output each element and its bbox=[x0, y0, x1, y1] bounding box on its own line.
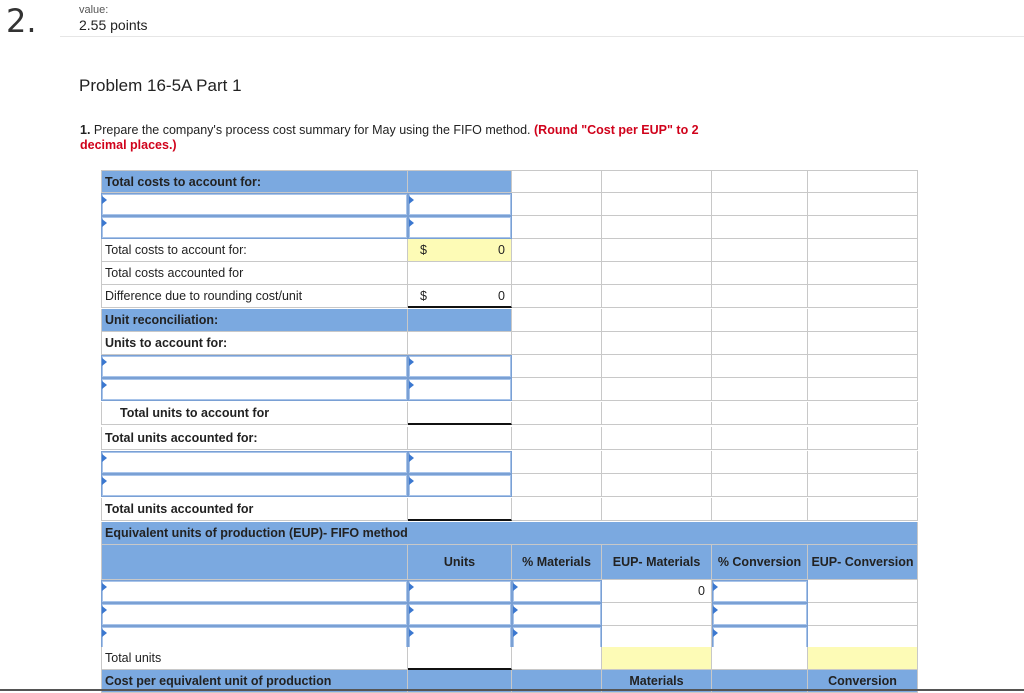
empty-cell bbox=[712, 309, 808, 332]
empty-cell bbox=[712, 402, 808, 425]
table-row bbox=[101, 647, 918, 670]
empty-cell bbox=[712, 427, 808, 450]
empty-cell bbox=[512, 332, 602, 355]
empty-cell bbox=[512, 216, 602, 239]
units-amount-input[interactable] bbox=[408, 355, 512, 378]
total-costs-accounted-label: Total costs accounted for bbox=[101, 262, 408, 285]
empty-cell bbox=[712, 451, 808, 474]
column-header-pct-conversion: % Conversion bbox=[712, 545, 808, 580]
header-cell bbox=[408, 170, 512, 193]
problem-title: Problem 16-5A Part 1 bbox=[79, 76, 242, 95]
empty-cell bbox=[512, 193, 602, 216]
eup-units-input[interactable] bbox=[408, 580, 512, 603]
cost-label-input[interactable] bbox=[101, 193, 408, 216]
empty-cell bbox=[602, 332, 712, 355]
empty-cell bbox=[512, 474, 602, 497]
units-accounted-amount-input[interactable] bbox=[408, 474, 512, 497]
empty-cell bbox=[808, 262, 918, 285]
total-eup-materials-cell bbox=[602, 647, 712, 670]
eup-label-input[interactable] bbox=[101, 580, 408, 603]
empty-cell bbox=[808, 474, 918, 497]
total-units-accounted-header: Total units accounted for: bbox=[101, 427, 408, 450]
empty-cell bbox=[712, 239, 808, 262]
table-row bbox=[101, 216, 918, 239]
header-cell bbox=[408, 309, 512, 332]
empty-cell bbox=[512, 262, 602, 285]
table-row bbox=[101, 498, 918, 521]
empty-cell bbox=[602, 193, 712, 216]
eup-header: Equivalent units of production (EUP)- FIFO method bbox=[101, 522, 918, 545]
units-accounted-amount-input[interactable] bbox=[408, 451, 512, 474]
total-costs-header: Total costs to account for: bbox=[101, 170, 408, 193]
question-number: 2. bbox=[6, 2, 37, 40]
empty-cell bbox=[712, 170, 808, 193]
empty-cell bbox=[808, 451, 918, 474]
table-row bbox=[101, 580, 918, 603]
eup-materials-cell bbox=[602, 626, 712, 649]
empty-cell bbox=[602, 170, 712, 193]
eup-materials-cell bbox=[602, 603, 712, 626]
empty-cell bbox=[808, 427, 918, 450]
cost-amount-input[interactable] bbox=[408, 216, 512, 239]
points-value: 2.55 points bbox=[79, 17, 148, 33]
total-eup-conversion-cell bbox=[808, 647, 918, 670]
empty-cell bbox=[602, 427, 712, 450]
eup-pct-materials-input[interactable] bbox=[512, 626, 602, 649]
dollar-sign: $ bbox=[420, 289, 427, 303]
empty-cell bbox=[808, 239, 918, 262]
empty-cell bbox=[808, 355, 918, 378]
column-header-pct-materials: % Materials bbox=[512, 545, 602, 580]
empty-cell bbox=[712, 498, 808, 521]
empty-cell bbox=[602, 355, 712, 378]
cost-label-input[interactable] bbox=[101, 216, 408, 239]
eup-conversion-cell bbox=[808, 603, 918, 626]
empty-cell bbox=[808, 170, 918, 193]
empty-cell bbox=[712, 285, 808, 308]
units-accounted-label-input[interactable] bbox=[101, 474, 408, 497]
table-row bbox=[101, 474, 918, 497]
value-label: value: bbox=[79, 4, 109, 16]
empty-cell bbox=[808, 285, 918, 308]
empty-cell bbox=[602, 239, 712, 262]
empty-cell bbox=[512, 355, 602, 378]
column-header-eup-materials: EUP- Materials bbox=[602, 545, 712, 580]
total-units-to-account-cell bbox=[408, 402, 512, 425]
instruction-number: 1. bbox=[80, 123, 91, 137]
empty-cell bbox=[808, 193, 918, 216]
eup-units-input[interactable] bbox=[408, 603, 512, 626]
empty-cell bbox=[512, 402, 602, 425]
empty-cell bbox=[808, 309, 918, 332]
units-amount-input[interactable] bbox=[408, 378, 512, 401]
table-row bbox=[101, 239, 918, 262]
empty-cell bbox=[602, 285, 712, 308]
total-units-cell bbox=[408, 647, 512, 670]
empty-cell bbox=[602, 262, 712, 285]
table-row bbox=[101, 285, 918, 308]
empty-cell bbox=[408, 427, 512, 450]
column-header-blank bbox=[101, 545, 408, 580]
empty-cell bbox=[808, 402, 918, 425]
empty-cell bbox=[712, 193, 808, 216]
eup-conversion-cell bbox=[808, 626, 918, 649]
empty-cell bbox=[512, 239, 602, 262]
eup-units-input[interactable] bbox=[408, 626, 512, 649]
eup-pct-conversion-input[interactable] bbox=[712, 603, 808, 626]
empty-cell bbox=[602, 474, 712, 497]
difference-value-cell bbox=[408, 285, 512, 308]
table-row bbox=[101, 355, 918, 378]
empty-cell bbox=[512, 498, 602, 521]
column-header-eup-conversion: EUP- Conversion bbox=[808, 545, 918, 580]
empty-cell bbox=[808, 498, 918, 521]
total-units-label: Total units bbox=[101, 647, 408, 670]
total-costs-accounted-cell bbox=[408, 262, 512, 285]
units-accounted-label-input[interactable] bbox=[101, 451, 408, 474]
table-row bbox=[101, 603, 918, 626]
empty-cell bbox=[408, 332, 512, 355]
empty-cell bbox=[602, 309, 712, 332]
table-row bbox=[101, 332, 918, 355]
table-row bbox=[101, 193, 918, 216]
cost-per-eup-header: Cost per equivalent unit of production bbox=[101, 670, 408, 693]
total-costs-label: Total costs to account for: bbox=[101, 239, 408, 262]
empty-cell bbox=[808, 378, 918, 401]
empty-cell bbox=[808, 332, 918, 355]
total-costs-value: 0 bbox=[498, 243, 505, 257]
empty-cell bbox=[712, 332, 808, 355]
table-row bbox=[101, 262, 918, 285]
eup-materials-value: 0 bbox=[602, 580, 712, 603]
empty-cell bbox=[512, 647, 602, 670]
empty-cell bbox=[602, 451, 712, 474]
table-row bbox=[101, 309, 918, 332]
table-row bbox=[101, 378, 918, 401]
column-header-materials: Materials bbox=[602, 670, 712, 693]
empty-cell bbox=[712, 216, 808, 239]
units-label-input[interactable] bbox=[101, 378, 408, 401]
difference-label: Difference due to rounding cost/unit bbox=[101, 285, 408, 308]
eup-conversion-cell bbox=[808, 580, 918, 603]
empty-cell bbox=[602, 216, 712, 239]
cost-amount-input[interactable] bbox=[408, 193, 512, 216]
empty-cell bbox=[512, 451, 602, 474]
empty-cell bbox=[512, 427, 602, 450]
total-units-to-account-label: Total units to account for bbox=[101, 402, 408, 425]
table-row bbox=[101, 402, 918, 425]
empty-cell bbox=[712, 355, 808, 378]
table-row bbox=[101, 451, 918, 474]
eup-label-input[interactable] bbox=[101, 626, 408, 649]
instruction bbox=[80, 123, 720, 153]
units-to-account-label: Units to account for: bbox=[101, 332, 408, 355]
unit-reconciliation-header: Unit reconciliation: bbox=[101, 309, 408, 332]
header-divider bbox=[60, 36, 1024, 37]
eup-label-input[interactable] bbox=[101, 603, 408, 626]
eup-pct-conversion-input[interactable] bbox=[712, 626, 808, 649]
column-header-units: Units bbox=[408, 545, 512, 580]
table-row bbox=[101, 427, 918, 450]
eup-pct-materials-input[interactable] bbox=[512, 603, 602, 626]
total-units-accounted-label: Total units accounted for bbox=[101, 498, 408, 521]
empty-cell bbox=[808, 216, 918, 239]
empty-cell bbox=[512, 285, 602, 308]
dollar-sign: $ bbox=[420, 243, 427, 257]
total-costs-value-cell bbox=[408, 239, 512, 262]
units-label-input[interactable] bbox=[101, 355, 408, 378]
empty-cell bbox=[512, 378, 602, 401]
column-header-conversion: Conversion bbox=[808, 670, 918, 693]
table-row bbox=[101, 522, 918, 545]
empty-cell bbox=[512, 170, 602, 193]
eup-pct-conversion-input[interactable] bbox=[712, 580, 808, 603]
table-row bbox=[101, 545, 918, 580]
table-row bbox=[101, 170, 918, 193]
instruction-note: (Round "Cost per EUP" to 2 decimal places.) bbox=[80, 123, 699, 152]
eup-pct-materials-input[interactable] bbox=[512, 580, 602, 603]
table-row bbox=[101, 626, 918, 649]
difference-value: 0 bbox=[498, 289, 505, 303]
empty-cell bbox=[602, 402, 712, 425]
instruction-text: Prepare the company's process cost summary for May using the FIFO method. bbox=[93, 123, 531, 137]
total-units-accounted-cell bbox=[408, 498, 512, 521]
empty-cell bbox=[712, 378, 808, 401]
empty-cell bbox=[712, 474, 808, 497]
empty-cell bbox=[512, 309, 602, 332]
empty-cell bbox=[602, 378, 712, 401]
empty-cell bbox=[712, 647, 808, 670]
empty-cell bbox=[602, 498, 712, 521]
empty-cell bbox=[712, 262, 808, 285]
